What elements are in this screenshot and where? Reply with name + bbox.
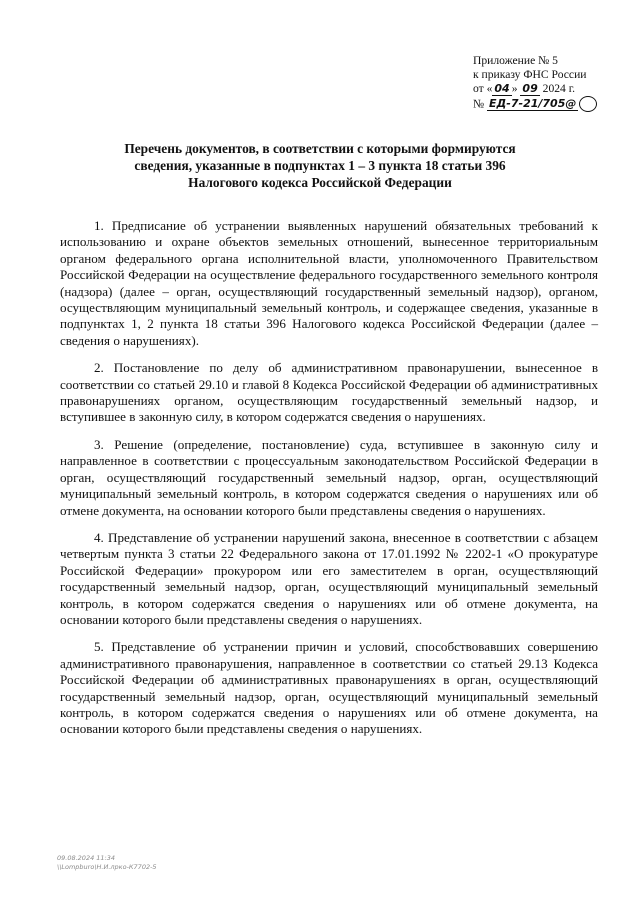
document-title: Перечень документов, в соответствии с которыми формируются сведения, указанные в подпунктах 1 – 3 пункта 18 статьи 396 Налогового кодекса Российской Федерации (124, 141, 516, 190)
order-reference: к приказу ФНС России (473, 68, 587, 82)
appendix-line: Приложение № 5 (473, 54, 558, 67)
date-day: 04 (494, 82, 510, 96)
order-date (473, 82, 633, 96)
seal-mark-icon (579, 96, 597, 112)
paragraph-5: 5. Представление об устранении причин и условий, способствовавших совершению административного правонарушения, направленное в соответствии со статьей 29.13 Кодекса Российской Федерации об административных правонарушениях в орган, осуществляющий государственный земельный надзор, орган, осуществляющий муниципальный земельный контроль, в котором содержатся сведения о нарушениях или об отмене документа, на основании которого были представлены сведения о нарушениях. (60, 639, 598, 737)
date-month: 09 (522, 82, 538, 96)
print-footer (57, 854, 257, 872)
paragraph-2: 2. Постановление по делу об административном правонарушении, вынесенное в соответствии со статьей 29.10 и главой 8 Кодекса Российской Федерации об административных правонарушениях органом, осуществляющим государственный земельный надзор, и вступившее в законную силу, в котором содержатся сведения о нарушениях. (60, 360, 598, 425)
date-prefix: от « (473, 82, 493, 96)
date-mid: » (511, 82, 518, 96)
footer-timestamp: 09.08.2024 11:34 (57, 854, 116, 862)
appendix-block (473, 54, 633, 113)
paragraph-1: 1. Предписание об устранении выявленных нарушений обязательных требований к использованию и охране объектов земельных отношений, вынесенное территориальным органом федерального органа исполнительной власти, уполномоченного Правительством Российской Федерации на осуществление федерального государственного земельного контроля (надзора) (далее – орган, осуществляющий государственный земельный надзор), органом, осуществляющим муниципальный земельный контроль, и содержащее сведения, указанные в подпунктах 1, 2 пункта 18 статьи 396 Налогового кодекса Российской Федерации (далее – сведения о нарушениях). (60, 218, 598, 348)
footer-path: \\Lompburo\Н.И.лрко-К7702-5 (57, 863, 157, 871)
number-value: ЕД-7-21/705@ (488, 97, 577, 111)
paragraph-3: 3. Решение (определение, постановление) суда, вступившее в законную силу и направленное в соответствии с процессуальным законодательством Российской Федерации в орган, осуществляющий государственный земельный надзор, орган, осуществляющий муниципальный земельный контроль, в котором содержатся сведения о нарушениях или об отмене документа, на основании которого были представлены сведения о нарушениях. (60, 436, 598, 518)
document-body (60, 218, 598, 749)
order-number (473, 97, 633, 113)
paragraph-4: 4. Представление об устранении нарушений закона, внесенное в соответствии с абзацем четвертым пункта 3 статьи 22 Федерального закона от 17.01.1992 № 2202-1 «О прокуратуре Российской Федерации» прокурором или его заместителем в орган, осуществляющий государственный земельный надзор, орган, осуществляющий муниципальный земельный контроль, в котором содержатся сведения о нарушениях или об отмене документа, на основании которого были представлены сведения о нарушениях. (60, 529, 598, 627)
date-year: 2024 г. (542, 82, 576, 96)
number-prefix: № (473, 97, 485, 111)
